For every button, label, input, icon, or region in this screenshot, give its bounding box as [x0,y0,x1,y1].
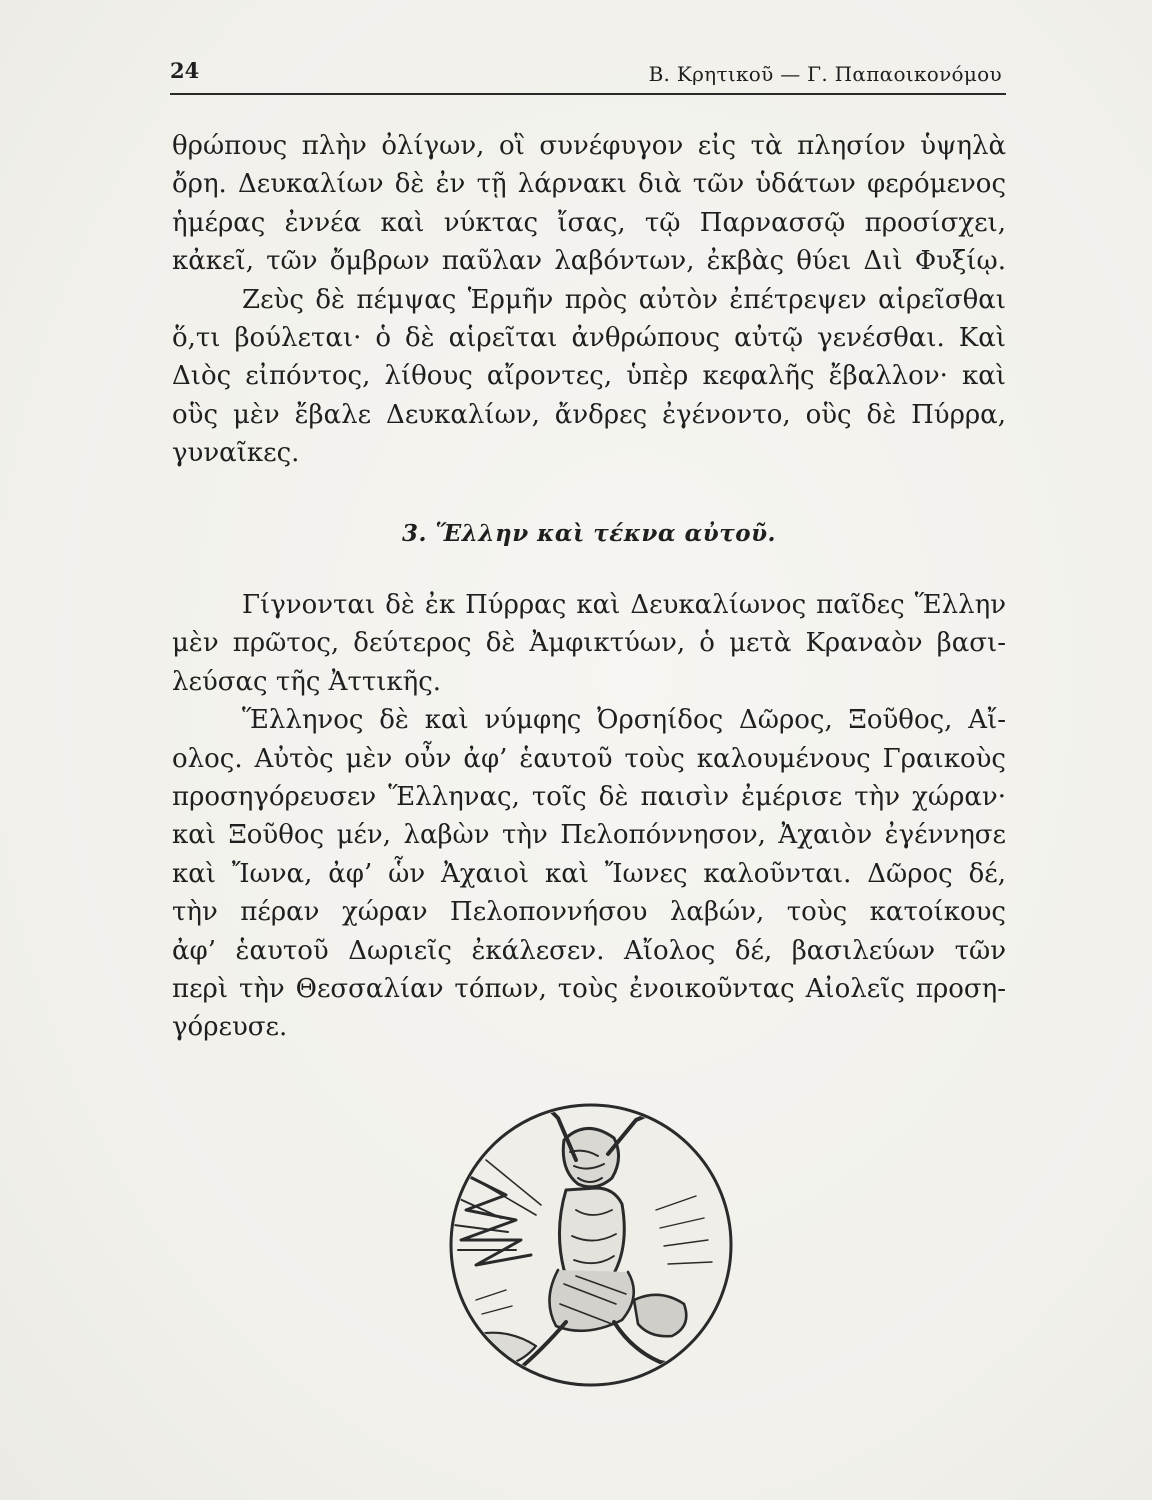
text-line: γυναῖκες. [172,438,300,469]
page-header [170,58,1004,92]
text-line: προσηγόρευσεν Ἕλληνας, τοῖς δὲ παισὶν ἐμέρισε τὴν χώραν· [172,781,1006,812]
text-line: ολος. Αὐτὸς μὲν οὖν ἀφ’ ἑαυτοῦ τοὺς καλουμένους Γραικοὺς [172,743,1006,774]
text-line: καὶ Ἴωνα, ἀφ’ ὧν Ἀχαιοὶ καὶ Ἴωνες καλοῦνται. Δῶρος δέ, [172,858,1006,889]
text-line: τὴν πέραν χώραν Πελοποννήσου λαβών, τοὺς κατοίκους [172,897,1006,928]
text-line: καὶ Ξοῦθος μέν, λαβὼν τὴν Πελοπόννησον, Ἀχαιὸν ἐγέννησε [172,820,1006,851]
text-line: Ζεὺς δὲ πέμψας Ἑρμῆν πρὸς αὐτὸν ἐπέτρεψεν αἱρεῖσθαι [242,284,1006,315]
text-line: Ἕλληνος δὲ καὶ νύμφης Ὀρσηίδος Δῶρος, Ξοῦθος, Αἴ- [242,705,1006,736]
header-rule [170,93,1006,95]
text-line: μὲν πρῶτος, δεύτερος δὲ Ἀμφικτύων, ὁ μετὰ Κραναὸν βασι- [172,628,1006,659]
text-line: ἀφ’ ἑαυτοῦ Δωριεῖς ἐκάλεσεν. Αἴολος δέ, βασιλεύων τῶν [172,935,1006,966]
text-line: λεύσας τῆς Ἀττικῆς. [172,666,442,697]
text-line: Γίγνονται δὲ ἐκ Πύρρας καὶ Δευκαλίωνος παῖδες Ἕλλην [242,590,1006,620]
paragraph-3 [172,586,1006,701]
circular-vignette-illustration [446,1100,736,1390]
paragraph-2 [172,281,1006,473]
text-line: ἡμέρας ἐννέα καὶ νύκτας ἴσας, τῷ Παρνασσῷ προσίσχει, [172,207,1006,238]
section-title: 3. Ἕλλην καὶ τέκνα αὐτοῦ. [401,520,777,547]
paragraph-1 [172,127,1006,281]
page-number: 24 [170,58,200,83]
text-line: Διὸς εἰπόντος, λίθους αἴροντες, ὑπὲρ κεφαλῆς ἔβαλλον· καὶ [172,361,1006,392]
text-line: θρώπους πλὴν ὀλίγων, οἳ συνέφυγον εἰς τὰ πλησίον ὑψηλὰ [172,131,1006,161]
text-line: ὅ,τι βούλεται· ὁ δὲ αἱρεῖται ἀνθρώπους αὐτῷ γενέσθαι. Καὶ [172,322,1006,353]
text-line: ὄρη. Δευκαλίων δὲ ἐν τῇ λάρνακι διὰ τῶν ὑδάτων φερόμενος [172,169,1006,200]
paragraph-4 [172,701,1006,1047]
lower-text-block [172,586,1006,1047]
text-line: κἀκεῖ, τῶν ὄμβρων παῦλαν λαβόντων, ἐκβὰς θύει Διὶ Φυξίῳ. [172,246,1006,277]
text-line: οὓς μὲν ἔβαλε Δευκαλίων, ἄνδρες ἐγένοντο, οὓς δὲ Πύρρα, [172,399,1006,430]
text-line: περὶ τὴν Θεσσαλίαν τόπων, τοὺς ἐνοικοῦντας Αἰολεῖς προση- [172,973,1006,1004]
upper-text-block [172,127,1006,473]
text-line: γόρευσε. [172,1012,288,1043]
running-head: Β. Κρητικοῦ — Γ. Παπαοικονόμου [648,62,1002,86]
